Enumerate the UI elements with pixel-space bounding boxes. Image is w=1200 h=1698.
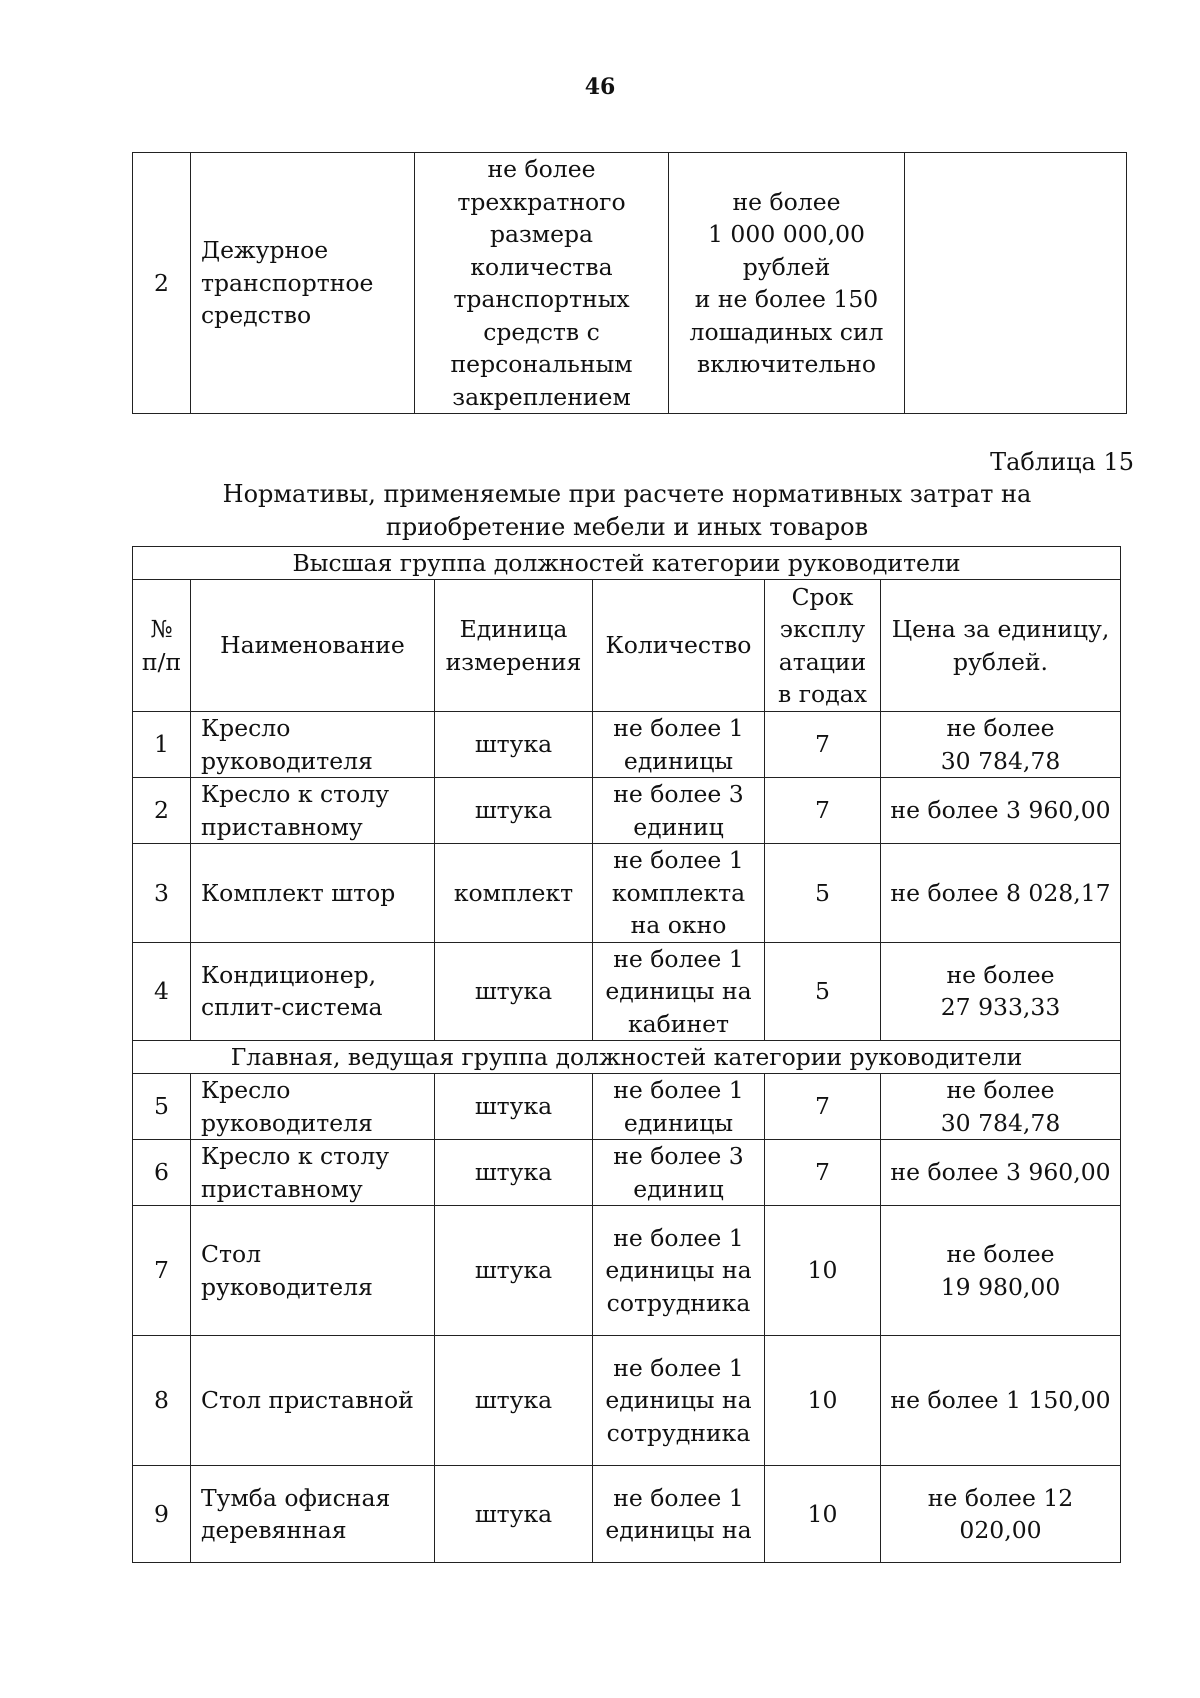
cell-price: не более 30 784,78 xyxy=(881,1074,1121,1140)
cell-unit: штука xyxy=(435,1206,593,1336)
table-row xyxy=(133,1336,1121,1466)
cell-extra xyxy=(905,153,1127,414)
table-label: Таблица 15 xyxy=(990,448,1134,476)
cell-term: 10 xyxy=(765,1206,881,1336)
cell-term: 7 xyxy=(765,1074,881,1140)
cell-num: 8 xyxy=(133,1336,191,1466)
cell-price: не более 8 028,17 xyxy=(881,844,1121,943)
cell-unit: штука xyxy=(435,778,593,844)
table-caption: Нормативы, применяемые при расчете нормативных затрат на приобретение мебели и иных товаров xyxy=(222,480,1032,541)
cell-unit: штука xyxy=(435,942,593,1041)
page-number: 46 xyxy=(584,74,616,100)
cell-price: не более 3 960,00 xyxy=(881,778,1121,844)
cell-qty: не более 1 единицы xyxy=(593,1074,765,1140)
table-row xyxy=(133,844,1121,943)
cell-price: не более 3 960,00 xyxy=(881,1140,1121,1206)
cell-term: 5 xyxy=(765,844,881,943)
cell-qty: не более 1 единицы на сотрудника xyxy=(593,1206,765,1336)
cell-term: 7 xyxy=(765,778,881,844)
cell-term: 10 xyxy=(765,1466,881,1563)
header-price: Цена за единицу, рублей. xyxy=(881,580,1121,712)
cell-qty: не более 1 единицы xyxy=(593,712,765,778)
cell-price: не более 27 933,33 xyxy=(881,942,1121,1041)
group-header-top: Высшая группа должностей категории руководители xyxy=(133,547,1121,580)
cell-name: Комплект штор xyxy=(191,844,435,943)
table-row xyxy=(133,1206,1121,1336)
cell-qty: не более 1 единицы на xyxy=(593,1466,765,1563)
cell-num: 4 xyxy=(133,942,191,1041)
furniture-norms-table xyxy=(132,546,1121,1563)
cell-qty: не более 1 единицы на сотрудника xyxy=(593,1336,765,1466)
table-row xyxy=(133,1140,1121,1206)
table-row xyxy=(133,1466,1121,1563)
cell-name: Дежурное транспортное средство xyxy=(191,153,415,414)
cell-price: не более 1 000 000,00 рублей и не более 150 лошадиных сил включительно xyxy=(669,153,905,414)
cell-num: 2 xyxy=(133,778,191,844)
cell-name: Кресло к столу приставному xyxy=(191,778,435,844)
cell-num: 3 xyxy=(133,844,191,943)
continued-table xyxy=(132,152,1127,414)
cell-num: 7 xyxy=(133,1206,191,1336)
cell-term: 5 xyxy=(765,942,881,1041)
cell-term: 7 xyxy=(765,1140,881,1206)
cell-unit: комплект xyxy=(435,844,593,943)
cell-name: Кресло к столу приставному xyxy=(191,1140,435,1206)
group-header-row xyxy=(133,1041,1121,1074)
group-header-row xyxy=(133,547,1121,580)
table-row xyxy=(133,712,1121,778)
cell-price: не более 12 020,00 xyxy=(881,1466,1121,1563)
cell-num: 2 xyxy=(133,153,191,414)
cell-name: Стол приставной xyxy=(191,1336,435,1466)
cell-price: не более 19 980,00 xyxy=(881,1206,1121,1336)
header-num: № п/п xyxy=(133,580,191,712)
header-term: Срок эксплу атации в годах xyxy=(765,580,881,712)
cell-qty: не более 3 единиц xyxy=(593,1140,765,1206)
cell-name: Кондиционер, сплит-система xyxy=(191,942,435,1041)
cell-num: 1 xyxy=(133,712,191,778)
cell-name: Тумба офисная деревянная xyxy=(191,1466,435,1563)
cell-quantity: не более трехкратного размера количества транспортных средств с персональным закреплением xyxy=(415,153,669,414)
cell-name: Кресло руководителя xyxy=(191,1074,435,1140)
cell-num: 5 xyxy=(133,1074,191,1140)
header-unit: Единица измерения xyxy=(435,580,593,712)
cell-qty: не более 1 комплекта на окно xyxy=(593,844,765,943)
table-row xyxy=(133,942,1121,1041)
header-name: Наименование xyxy=(191,580,435,712)
cell-unit: штука xyxy=(435,1140,593,1206)
cell-price: не более 1 150,00 xyxy=(881,1336,1121,1466)
cell-term: 7 xyxy=(765,712,881,778)
cell-unit: штука xyxy=(435,1074,593,1140)
cell-price: не более 30 784,78 xyxy=(881,712,1121,778)
cell-num: 6 xyxy=(133,1140,191,1206)
cell-unit: штука xyxy=(435,712,593,778)
cell-name: Кресло руководителя xyxy=(191,712,435,778)
cell-name: Стол руководителя xyxy=(191,1206,435,1336)
column-header-row xyxy=(133,580,1121,712)
cell-unit: штука xyxy=(435,1336,593,1466)
cell-qty: не более 1 единицы на кабинет xyxy=(593,942,765,1041)
header-qty: Количество xyxy=(593,580,765,712)
cell-term: 10 xyxy=(765,1336,881,1466)
cell-num: 9 xyxy=(133,1466,191,1563)
group-header-middle: Главная, ведущая группа должностей категории руководители xyxy=(133,1041,1121,1074)
table-row xyxy=(133,778,1121,844)
table-row xyxy=(133,153,1127,414)
table-row xyxy=(133,1074,1121,1140)
cell-unit: штука xyxy=(435,1466,593,1563)
cell-qty: не более 3 единиц xyxy=(593,778,765,844)
